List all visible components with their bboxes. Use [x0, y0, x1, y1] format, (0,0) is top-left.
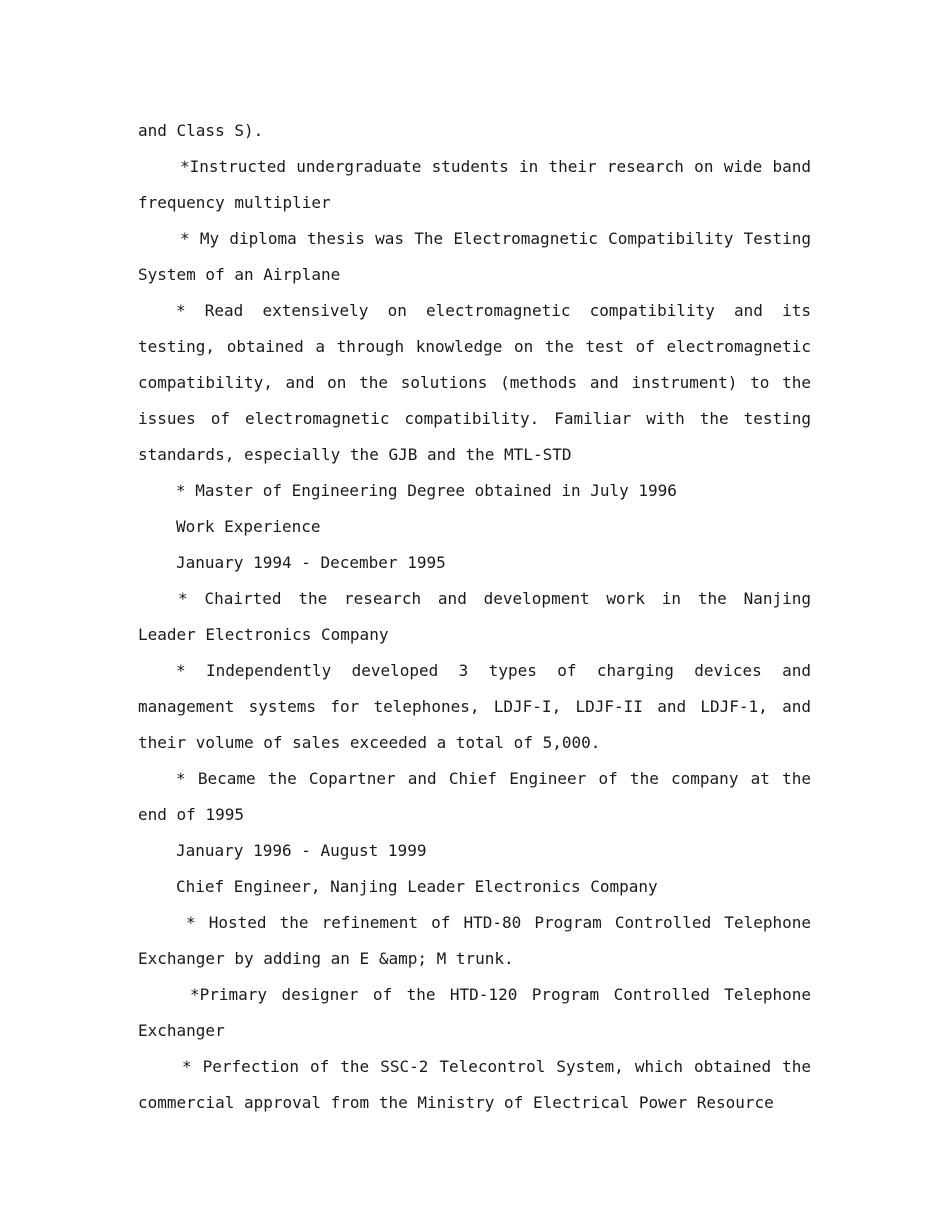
paragraph-class-s: and Class S).	[138, 121, 264, 140]
paragraph-hosted: * Hosted the refinement of HTD-80 Program Controlled Telephone Exchanger by adding an E &amp; M trunk.	[138, 913, 811, 968]
heading-work-experience: Work Experience	[176, 517, 321, 536]
document-body	[138, 113, 811, 1121]
paragraph-read-extensively: * Read extensively on electromagnetic compatibility and its testing, obtained a through knowledge on the test of electromagnetic compatibility, and on the solutions (methods and instrument) to the issues of electromagnetic compatibility. Familiar with the testing standards, especially the GJB and the MTL-STD	[138, 301, 811, 464]
paragraph-master-degree: * Master of Engineering Degree obtained in July 1996	[176, 481, 677, 500]
date-range-1994-1995: January 1994 - December 1995	[176, 553, 446, 572]
date-range-1996-1999: January 1996 - August 1999	[176, 841, 427, 860]
paragraph-perfection: * Perfection of the SSC-2 Telecontrol System, which obtained the commercial approval from the Ministry of Electrical Power Resource	[138, 1057, 811, 1112]
paragraph-chairted: * Chairted the research and development work in the Nanjing Leader Electronics Company	[138, 589, 811, 644]
paragraph-copartner: * Became the Copartner and Chief Engineer of the company at the end of 1995	[138, 769, 811, 824]
paragraph-diploma: * My diploma thesis was The Electromagnetic Compatibility Testing System of an Airplane	[138, 229, 811, 284]
paragraph-independently: * Independently developed 3 types of charging devices and management systems for telephones, LDJF-I, LDJF-II and LDJF-1, and their volume of sales exceeded a total of 5,000.	[138, 661, 811, 752]
paragraph-instructed: *Instructed undergraduate students in their research on wide band frequency multiplier	[138, 157, 811, 212]
paragraph-primary-designer: *Primary designer of the HTD-120 Program Controlled Telephone Exchanger	[138, 985, 811, 1040]
paragraph-chief-engineer: Chief Engineer, Nanjing Leader Electronics Company	[176, 877, 658, 896]
